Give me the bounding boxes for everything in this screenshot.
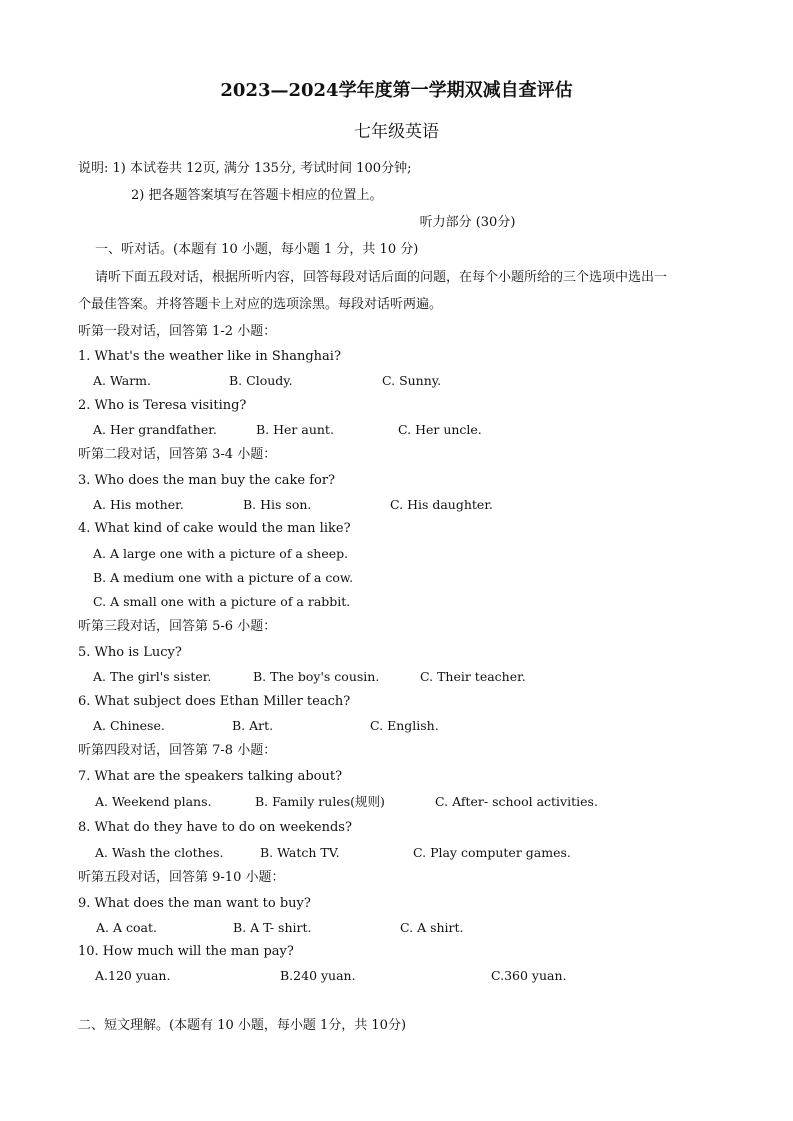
q10-option-b: B.240 yuan. xyxy=(280,968,356,983)
section1-heading: 一、听对话。(本题有 10 小题，每小题 1 分，共 10 分) xyxy=(95,242,419,257)
q3-option-b: B. His son. xyxy=(243,497,312,512)
question-9: 9. What does the man want to buy? xyxy=(78,896,311,911)
question-5: 5. Who is Lucy? xyxy=(78,645,182,660)
q2-option-c: C. Her uncle. xyxy=(398,422,482,437)
q9-option-a: A. A coat. xyxy=(96,920,157,935)
q2-option-a: A. Her grandfather. xyxy=(93,422,217,437)
note-line-1: 说明: 1) 本试卷共 12页, 满分 135分, 考试时间 100分钟; xyxy=(78,161,412,176)
q6-option-b: B. Art. xyxy=(232,718,274,733)
question-1: 1. What's the weather like in Shanghai? xyxy=(78,349,341,364)
q3-option-c: C. His daughter. xyxy=(390,497,493,512)
q5-option-b: B. The boy's cousin. xyxy=(253,669,380,684)
exam-subtitle: 七年级英语 xyxy=(354,122,439,142)
q6-option-a: A. Chinese. xyxy=(93,718,165,733)
q5-option-a: A. The girl's sister. xyxy=(93,669,212,684)
q1-option-c: C. Sunny. xyxy=(382,373,442,388)
q8-option-c: C. Play computer games. xyxy=(413,845,571,860)
question-4: 4. What kind of cake would the man like? xyxy=(78,521,351,536)
q9-option-b: B. A T- shirt. xyxy=(233,920,312,935)
question-3: 3. Who does the man buy the cake for? xyxy=(78,473,336,488)
q7-option-c: C. After- school activities. xyxy=(435,794,598,809)
q2-option-b: B. Her aunt. xyxy=(256,422,334,437)
q1-option-b: B. Cloudy. xyxy=(229,373,293,388)
q1-option-a: A. Warm. xyxy=(93,373,151,388)
dialog4-label: 听第四段对话，回答第 7-8 小题： xyxy=(78,743,277,758)
dialog3-label: 听第三段对话，回答第 5-6 小题： xyxy=(78,619,277,634)
dialog5-label: 听第五段对话，回答第 9-10 小题： xyxy=(78,870,285,885)
q4-option-b: B. A medium one with a picture of a cow. xyxy=(93,570,354,585)
q9-option-c: C. A shirt. xyxy=(400,920,464,935)
question-2: 2. Who is Teresa visiting? xyxy=(78,398,247,413)
q4-option-a: A. A large one with a picture of a sheep. xyxy=(93,546,349,561)
q5-option-c: C. Their teacher. xyxy=(420,669,526,684)
dialog2-label: 听第二段对话，回答第 3-4 小题： xyxy=(78,447,277,462)
q8-option-b: B. Watch TV. xyxy=(260,845,340,860)
question-7: 7. What are the speakers talking about? xyxy=(78,769,343,784)
question-6: 6. What subject does Ethan Miller teach? xyxy=(78,694,351,709)
question-8: 8. What do they have to do on weekends? xyxy=(78,820,352,835)
dialog1-label: 听第一段对话，回答第 1-2 小题： xyxy=(78,324,277,339)
q8-option-a: A. Wash the clothes. xyxy=(95,845,224,860)
instructions-line-1: 请听下面五段对话，根据所听内容，回答每段对话后面的问题，在每个小题所给的三个选项中选出一 xyxy=(95,270,668,285)
q7-option-a: A. Weekend plans. xyxy=(95,794,212,809)
q10-option-c: C.360 yuan. xyxy=(491,968,567,983)
listening-part-title: 听力部分 (30分) xyxy=(419,215,516,230)
q10-option-a: A.120 yuan. xyxy=(95,968,171,983)
instructions-line-2: 个最佳答案。并将答题卡上对应的选项涂黑。每段对话听两遍。 xyxy=(78,297,443,312)
exam-title: 2023—2024学年度第一学期双减自查评估 xyxy=(220,80,573,101)
q3-option-a: A. His mother. xyxy=(93,497,184,512)
q6-option-c: C. English. xyxy=(370,718,439,733)
question-10: 10. How much will the man pay? xyxy=(78,944,294,959)
q4-option-c: C. A small one with a picture of a rabbit. xyxy=(93,594,351,609)
note-line-2: 2) 把各题答案填写在答题卡相应的位置上。 xyxy=(131,188,383,203)
section2-heading: 二、短文理解。(本题有 10 小题，每小题 1分，共 10分) xyxy=(78,1018,407,1033)
q7-option-b: B. Family rules(规则) xyxy=(255,794,385,809)
